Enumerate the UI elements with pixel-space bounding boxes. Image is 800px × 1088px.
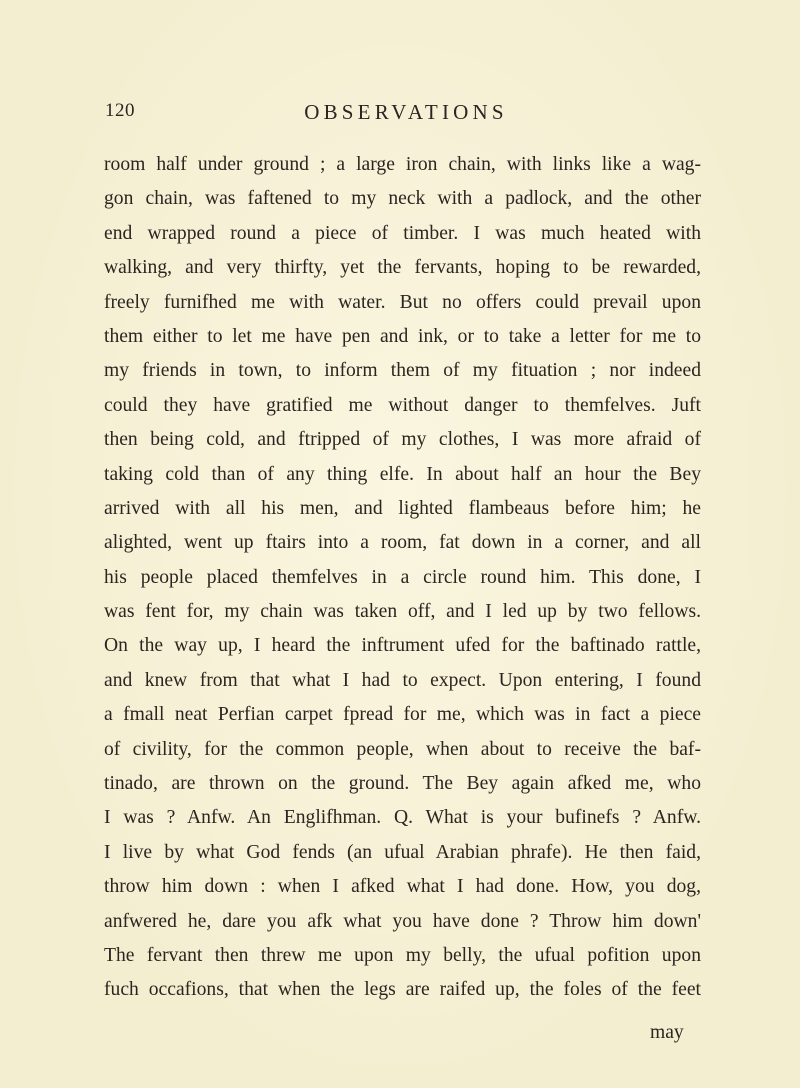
text-line: I live by what God fends (an ufual Arabian phrafe). He then faid, [104, 841, 701, 863]
text-line: a fmall neat Perfian carpet fpread for me, which was in fact a piece [104, 704, 701, 726]
text-line: tinado, are thrown on the ground. The Bey again afked me, who [104, 773, 701, 795]
text-line: gon chain, was faftened to my neck with a padlock, and the other [104, 188, 701, 210]
text-line: my friends in town, to inform them of my fituation ; nor indeed [104, 360, 701, 382]
text-line: freely furnifhed me with water. But no offers could prevail upon [104, 291, 701, 313]
body-text [104, 148, 701, 1008]
text-line: arrived with all his men, and lighted flambeaus before him; he [104, 497, 701, 519]
text-line: On the way up, I heard the inftrument ufed for the baftinado rattle, [104, 635, 701, 657]
text-line: of civility, for the common people, when about to receive the baf- [104, 738, 701, 760]
text-line: throw him down : when I afked what I had done. How, you dog, [104, 876, 701, 898]
text-line: his people placed themfelves in a circle round him. This done, I [104, 566, 701, 588]
text-line: could they have gratified me without danger to themfelves. Juft [104, 394, 701, 416]
text-line: alighted, went up ftairs into a room, fat down in a corner, and all [104, 532, 701, 554]
running-title: OBSERVATIONS [304, 100, 508, 124]
text-line: them either to let me have pen and ink, or to take a letter for me to [104, 325, 701, 347]
text-line: was fent for, my chain was taken off, and I led up by two fellows. [104, 601, 701, 623]
text-line: I was ? Anfw. An Englifhman. Q. What is your bufinefs ? Anfw. [104, 807, 701, 829]
text-line: room half under ground ; a large iron chain, with links like a wag- [104, 154, 701, 175]
text-line: anfwered he, dare you afk what you have done ? Throw him down' [104, 910, 701, 932]
text-line: taking cold than of any thing elfe. In about half an hour the Bey [104, 463, 701, 485]
text-line: then being cold, and ftripped of my clothes, I was more afraid of [104, 429, 701, 451]
catchword: may [650, 1022, 684, 1043]
text-line: The fervant then threw me upon my belly, the ufual pofition upon [104, 944, 701, 966]
page-number: 120 [105, 100, 135, 121]
text-line: fuch occafions, that when the legs are raifed up, the foles of the feet [104, 979, 701, 1001]
running-head [105, 100, 705, 130]
text-line: walking, and very thirfty, yet the fervants, hoping to be rewarded, [104, 257, 701, 279]
text-line: end wrapped round a piece of timber. I was much heated with [104, 222, 701, 244]
text-line: and knew from that what I had to expect. Upon entering, I found [104, 669, 701, 691]
